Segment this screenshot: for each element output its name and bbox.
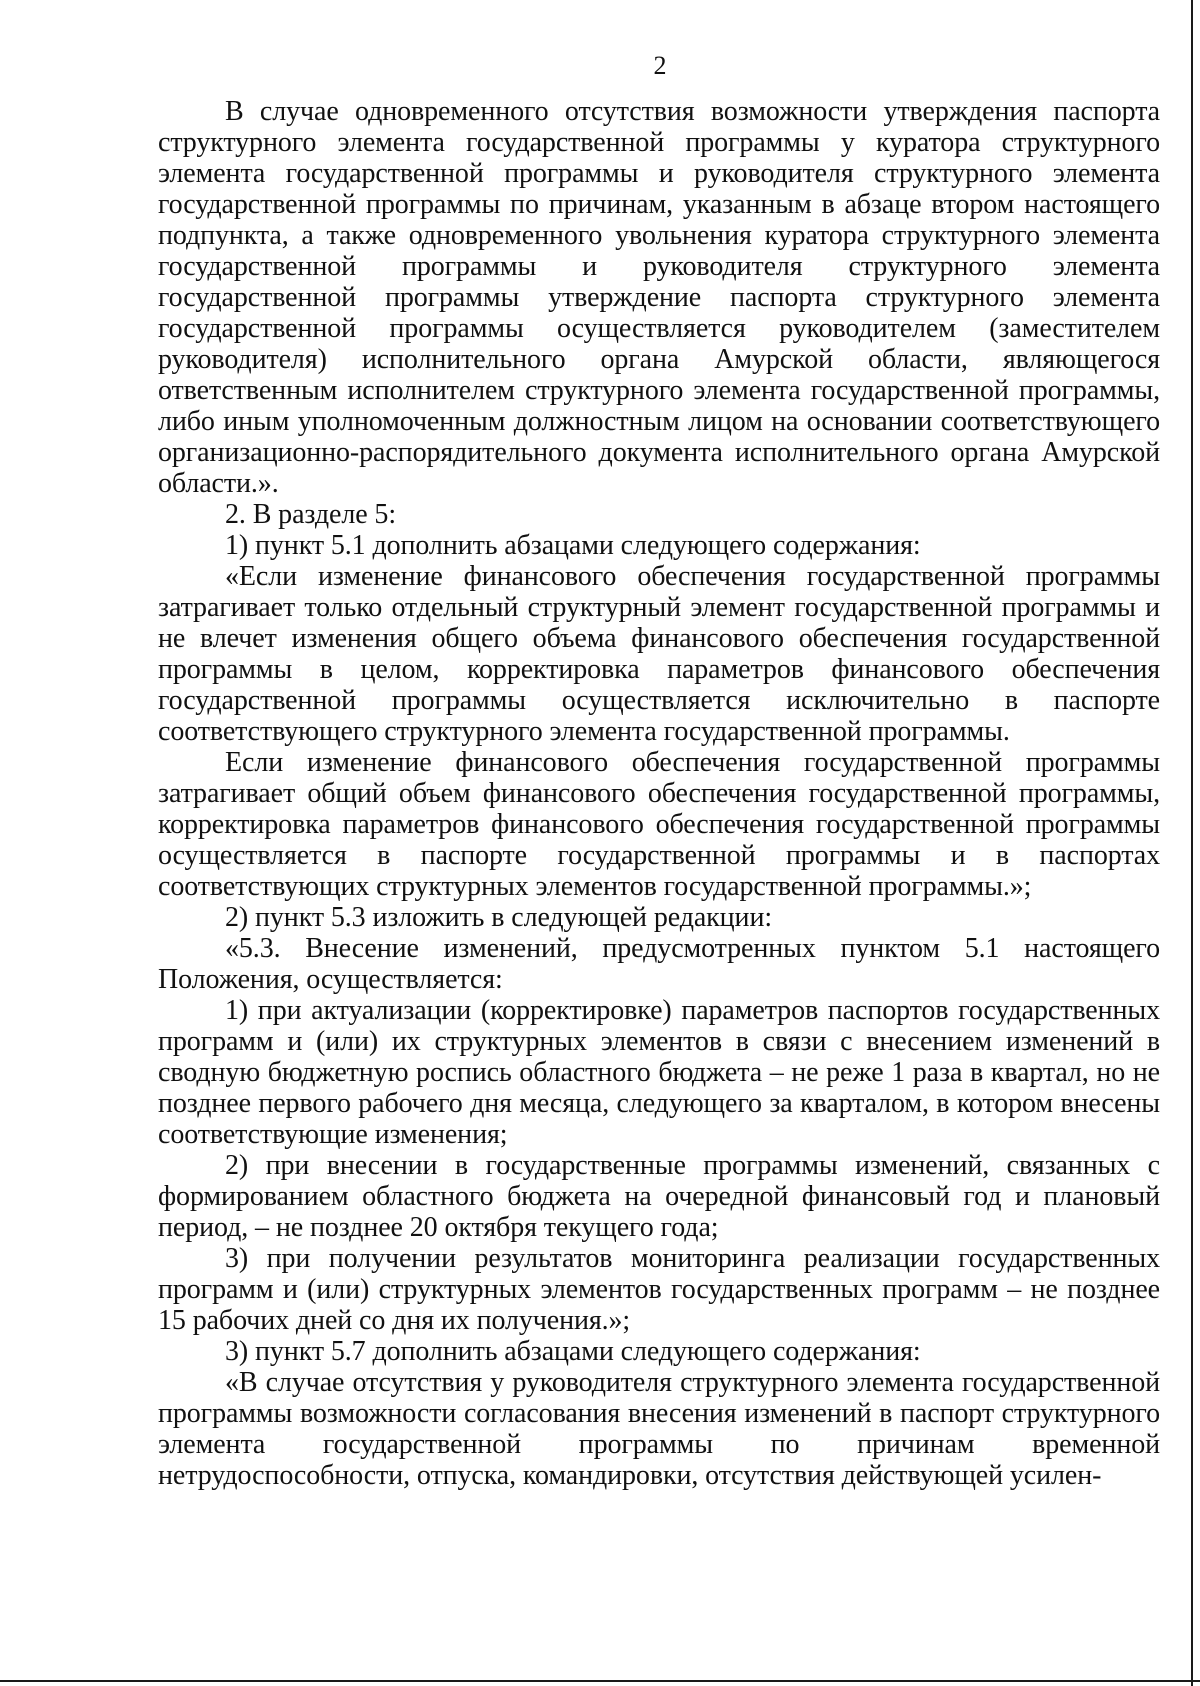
scan-edge-right <box>1191 0 1193 1686</box>
paragraph: 2) при внесении в государственные программы изменений, связанных с формированием областного бюджета на очередной финансовый год и плановый период, – не позднее 20 октября текущего года; <box>158 1150 1160 1243</box>
scan-edge-bottom <box>0 1680 1200 1682</box>
paragraph: «Если изменение финансового обеспечения государственной программы затрагивает только отдельный структурный элемент государственной программы и не влечет изменения общего объема финансового обеспечения государственной программы в целом, корректировка параметров финансового обеспечения государственной программы осуществляется исключительно в паспорте соответствующего структурного элемента государственной программы. <box>158 561 1160 747</box>
document-body <box>158 96 1160 1491</box>
paragraph: 1) пункт 5.1 дополнить абзацами следующего содержания: <box>225 530 921 561</box>
paragraph: В случае одновременного отсутствия возможности утверждения паспорта структурного элемента государственной программы у куратора структурного элемента государственной программы и руководителя структурного элемента государственной программы по причинам, указанным в абзаце втором настоящего подпункта, а также одновременного увольнения куратора структурного элемента государственной программы и руководителя структурного элемента государственной программы утверждение паспорта структурного элемента государственной программы осуществляется руководителем (заместителем руководителя) исполнительного органа Амурской области, являющегося ответственным исполнителем структурного элемента государственной программы, либо иным уполномоченным должностным лицом на основании соответствующего организационно-распорядительного документа исполнительного органа Амурской области.». <box>158 96 1160 499</box>
paragraph: 2. В разделе 5: <box>225 499 397 530</box>
paragraph: Если изменение финансового обеспечения государственной программы затрагивает общий объем финансового обеспечения государственной программы, корректировка параметров финансового обеспечения государственной программы осуществляется в паспорте государственной программы и в паспортах соответствующих структурных элементов государственной программы.»; <box>158 747 1160 902</box>
paragraph: «5.3. Внесение изменений, предусмотренных пунктом 5.1 настоящего Положения, осуществляется: <box>158 933 1160 995</box>
paragraph: «В случае отсутствия у руководителя структурного элемента государственной программы возможности согласования внесения изменений в паспорт структурного элемента государственной программы по причинам временной нетрудоспособности, отпуска, командировки, отсутствия действующей усилен- <box>158 1367 1160 1491</box>
paragraph: 3) пункт 5.7 дополнить абзацами следующего содержания: <box>225 1336 921 1367</box>
paragraph: 3) при получении результатов мониторинга реализации государственных программ и (или) структурных элементов государственных программ – не позднее 15 рабочих дней со дня их получения.»; <box>158 1243 1160 1336</box>
paragraph: 2) пункт 5.3 изложить в следующей редакции: <box>225 902 773 933</box>
paragraph: 1) при актуализации (корректировке) параметров паспортов государственных программ и (или) их структурных элементов в связи с внесением изменений в сводную бюджетную роспись областного бюджета – не реже 1 раза в квартал, но не позднее первого рабочего дня месяца, следующего за кварталом, в котором внесены соответствующие изменения; <box>158 995 1160 1150</box>
page-number: 2 <box>653 51 667 80</box>
